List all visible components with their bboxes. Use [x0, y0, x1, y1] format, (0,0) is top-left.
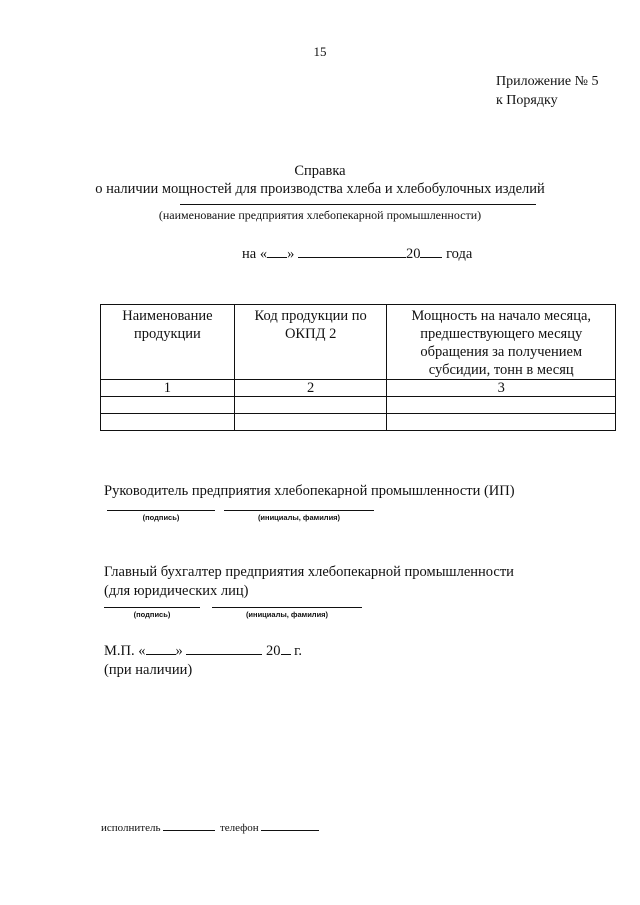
executor-blank [163, 820, 215, 831]
table-number-row [101, 380, 616, 397]
header-product-code: Код продукции по ОКПД 2 [234, 305, 387, 380]
seal-date-line [104, 640, 302, 661]
column-number-3: 3 [387, 380, 616, 397]
accountant-signature-line [104, 607, 200, 608]
accountant-name-caption: (инициалы, фамилия) [245, 610, 329, 619]
table-row [101, 414, 616, 431]
head-name-caption: (инициалы, фамилия) [257, 513, 341, 522]
year-blank [420, 243, 442, 258]
executor-label: исполнитель [101, 822, 161, 834]
title-line1: Справка [294, 163, 346, 179]
accountant-signature-title [104, 563, 514, 601]
date-close: » [287, 246, 295, 262]
table-header-row [101, 305, 616, 380]
accountant-name-line [212, 607, 362, 608]
table-cell [234, 414, 387, 431]
seal-month-blank [186, 640, 262, 655]
accountant-title-line1: Главный бухгалтер предприятия хлебопекарной промышленности [104, 564, 514, 580]
accountant-title-line2: (для юридических лиц) [104, 583, 249, 599]
seal-day-blank [146, 640, 176, 655]
table-cell [101, 397, 235, 414]
day-blank [267, 243, 287, 258]
seal-year-blank [281, 640, 291, 655]
table-row [101, 397, 616, 414]
date-prefix: на « [242, 246, 268, 262]
seal-year: 20 [266, 643, 281, 659]
page-number: 15 [313, 44, 327, 59]
seal-date-block [104, 640, 302, 680]
column-number-1: 1 [101, 380, 235, 397]
head-name-line [224, 510, 374, 511]
table-cell [387, 414, 616, 431]
seal-prefix: М.П. « [104, 643, 146, 659]
month-blank [298, 243, 406, 258]
header-product-name: Наименование продукции [101, 305, 235, 380]
appendix-note [496, 72, 599, 110]
seal-close: » [175, 643, 183, 659]
footer-contacts [101, 820, 319, 834]
enterprise-name-line [180, 204, 536, 205]
date-suffix: года [446, 246, 473, 262]
capacity-table [100, 304, 616, 431]
enterprise-name-caption: (наименование предприятия хлебопекарной промышленности) [158, 208, 482, 222]
title-line2: о наличии мощностей для производства хлеба и хлебобулочных изделий [95, 181, 545, 197]
appendix-line1: Приложение № 5 [496, 74, 599, 89]
head-signature-title: Руководитель предприятия хлебопекарной промышленности (ИП) [104, 483, 515, 499]
accountant-signature-caption: (подпись) [133, 610, 171, 619]
date-year: 20 [405, 246, 421, 262]
head-signature-line [107, 510, 215, 511]
table-cell [234, 397, 387, 414]
appendix-line2: к Порядку [496, 93, 558, 108]
report-date-line [242, 243, 472, 263]
column-number-2: 2 [234, 380, 387, 397]
table-cell [101, 414, 235, 431]
document-title [0, 162, 640, 198]
head-signature-caption: (подпись) [142, 513, 180, 522]
seal-suffix: г. [294, 643, 303, 659]
phone-label: телефон [219, 822, 259, 834]
table-cell [387, 397, 616, 414]
header-capacity: Мощность на начало месяца, предшествующего месяцу обращения за получением субсидии, тонн в месяц [387, 305, 616, 380]
phone-blank [261, 820, 319, 831]
seal-note: (при наличии) [104, 662, 193, 678]
